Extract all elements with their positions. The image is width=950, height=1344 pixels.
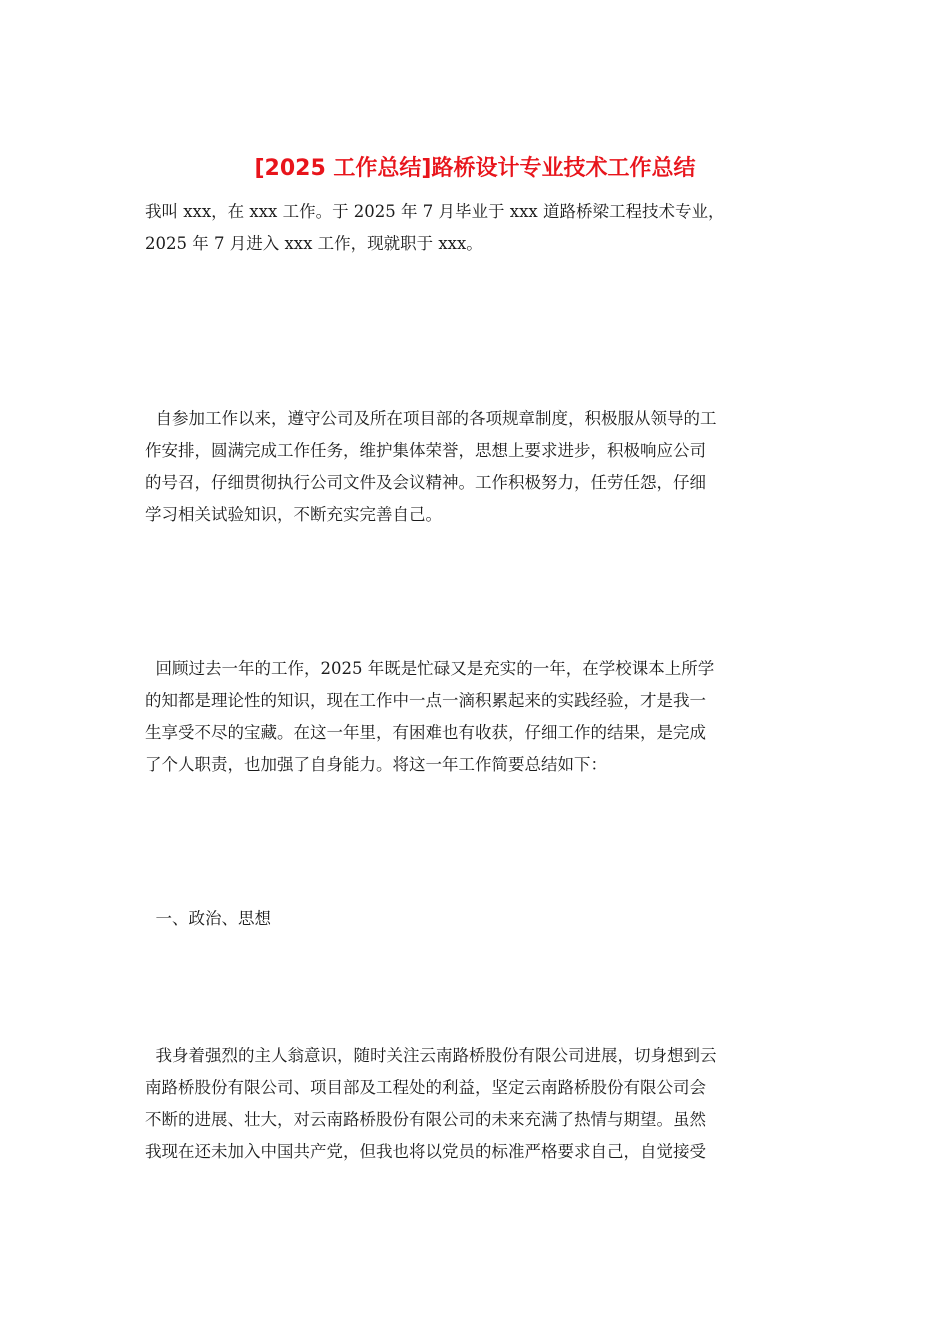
intro-line: 2025 年 7 月进入 xxx 工作，现就职于 xxx。: [145, 234, 483, 253]
paragraph-line: 的知都是理论性的知识，现在工作中一点一滴积累起来的实践经验，才是我一: [145, 691, 706, 710]
section-heading: [145, 903, 810, 935]
paragraph-line: 自参加工作以来，遵守公司及所在项目部的各项规章制度，积极服从领导的工: [145, 409, 717, 428]
paragraph-line: 不断的进展、壮大，对云南路桥股份有限公司的未来充满了热情与期望。虽然: [145, 1110, 706, 1129]
paragraph-line: 生享受不尽的宝藏。在这一年里，有困难也有收获，仔细工作的结果，是完成: [145, 723, 706, 742]
paragraph-line: 回顾过去一年的工作，2025 年既是忙碌又是充实的一年，在学校课本上所学: [145, 659, 715, 678]
paragraph-line: 我身着强烈的主人翁意识，随时关注云南路桥股份有限公司进展，切身想到云: [145, 1046, 717, 1065]
paragraph-line: 学习相关试验知识，不断充实完善自己。: [145, 505, 442, 524]
section-heading-text: 一、政治、思想: [145, 909, 271, 928]
paragraph-line: 南路桥股份有限公司、项目部及工程处的利益，坚定云南路桥股份有限公司会: [145, 1078, 706, 1097]
paragraph-line: 我现在还未加入中国共产党，但我也将以党员的标准严格要求自己，自觉接受: [145, 1142, 706, 1161]
paragraph-politics: [145, 1040, 810, 1168]
intro-line: 我叫 xxx，在 xxx 工作。于 2025 年 7 月毕业于 xxx 道路桥梁工程技术专业，: [145, 202, 725, 221]
paragraph-line: 了个人职责，也加强了自身能力。将这一年工作简要总结如下：: [145, 755, 607, 774]
paragraph-line: 作安排，圆满完成工作任务，维护集体荣誉，思想上要求进步，积极响应公司: [145, 441, 706, 460]
paragraph-line: 的号召，仔细贯彻执行公司文件及会议精神。工作积极努力，任劳任怨，仔细: [145, 473, 706, 492]
document-title: [2025 工作总结]路桥设计专业技术工作总结: [254, 156, 696, 181]
intro-paragraph: [145, 196, 810, 260]
paragraph-review: [145, 653, 810, 781]
paragraph-work-attitude: [145, 403, 810, 531]
